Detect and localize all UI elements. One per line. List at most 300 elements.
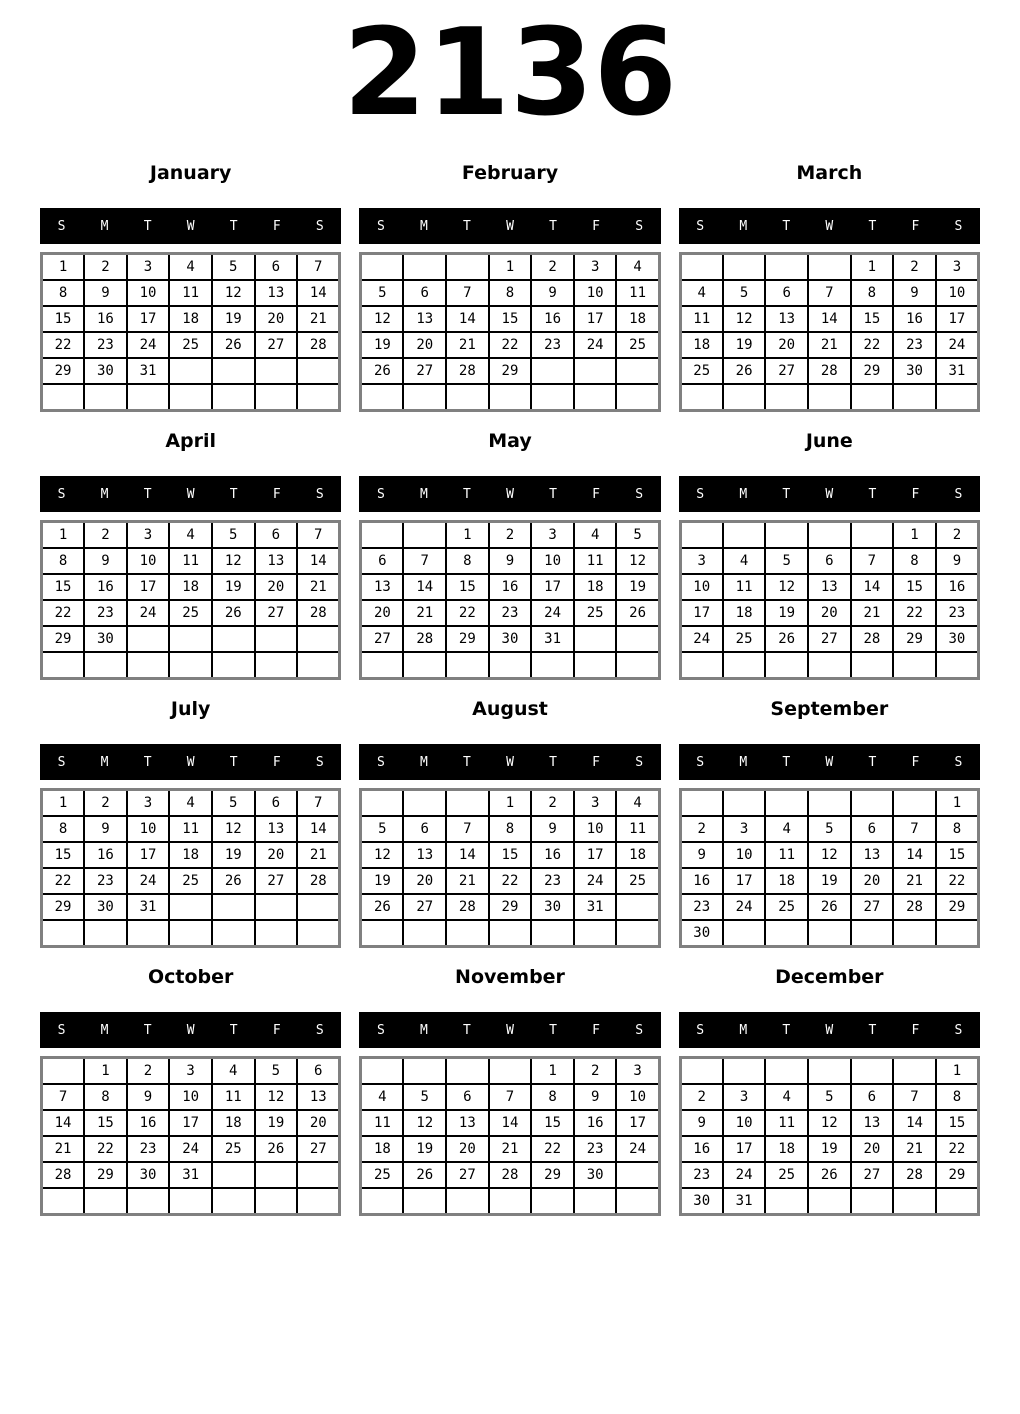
- weekday-label: T: [782, 486, 791, 502]
- weekday-label: F: [592, 218, 600, 234]
- day-cell: 8: [936, 816, 979, 842]
- day-cell: 25: [574, 600, 617, 626]
- empty-day-cell: [84, 1188, 127, 1215]
- empty-day-cell: [893, 1058, 936, 1085]
- empty-day-cell: [723, 1058, 766, 1085]
- day-cell: 21: [893, 1136, 936, 1162]
- empty-day-cell: [574, 626, 617, 652]
- empty-day-cell: [765, 384, 808, 411]
- empty-day-cell: [765, 1058, 808, 1085]
- empty-day-cell: [680, 652, 723, 679]
- day-cell: 17: [680, 600, 723, 626]
- empty-day-cell: [616, 626, 659, 652]
- empty-day-cell: [446, 1058, 489, 1085]
- week-row: [680, 254, 978, 281]
- day-cell: 24: [127, 868, 170, 894]
- day-cell: 26: [808, 1162, 851, 1188]
- empty-day-cell: [723, 920, 766, 947]
- weekday-label: W: [186, 754, 195, 770]
- weekday-label: S: [635, 1022, 644, 1038]
- day-cell: 20: [765, 332, 808, 358]
- weekday-label: F: [911, 754, 920, 770]
- day-cell: 18: [765, 868, 808, 894]
- weekday-label: F: [272, 486, 281, 502]
- day-cell: 11: [723, 574, 766, 600]
- week-row: [680, 1084, 978, 1110]
- weekday-label: M: [100, 486, 109, 502]
- day-cell: 26: [255, 1136, 298, 1162]
- empty-day-cell: [255, 652, 298, 679]
- weekday-label: S: [57, 1022, 66, 1038]
- day-cell: 3: [936, 254, 979, 281]
- empty-day-cell: [446, 790, 489, 817]
- week-row: [42, 306, 340, 332]
- empty-day-cell: [212, 358, 255, 384]
- empty-day-cell: [574, 1188, 617, 1215]
- weekday-label: F: [592, 1022, 600, 1038]
- day-cell: 28: [403, 626, 446, 652]
- day-cell: 4: [212, 1058, 255, 1085]
- day-cell: 31: [723, 1188, 766, 1215]
- day-cell: 23: [531, 332, 574, 358]
- day-cell: 10: [531, 548, 574, 574]
- week-row: [680, 522, 978, 549]
- day-cell: 13: [361, 574, 404, 600]
- empty-day-cell: [765, 522, 808, 549]
- week-row: [361, 894, 659, 920]
- date-grid: [359, 520, 660, 680]
- month-november: [359, 964, 660, 1216]
- day-cell: 11: [680, 306, 723, 332]
- day-cell: 9: [936, 548, 979, 574]
- day-cell: 9: [84, 816, 127, 842]
- day-cell: 9: [531, 280, 574, 306]
- week-row: [361, 522, 659, 549]
- weekday-label: M: [739, 754, 748, 770]
- week-row: [361, 332, 659, 358]
- empty-day-cell: [169, 1188, 212, 1215]
- day-cell: 16: [574, 1110, 617, 1136]
- day-cell: 13: [255, 816, 298, 842]
- day-cell: 11: [169, 816, 212, 842]
- week-row: [680, 920, 978, 947]
- day-cell: 16: [127, 1110, 170, 1136]
- day-cell: 2: [680, 816, 723, 842]
- day-cell: 2: [127, 1058, 170, 1085]
- empty-day-cell: [84, 920, 127, 947]
- empty-day-cell: [212, 652, 255, 679]
- empty-day-cell: [489, 1058, 532, 1085]
- week-row: [42, 384, 340, 411]
- empty-day-cell: [616, 384, 659, 411]
- weekday-label: T: [549, 754, 557, 770]
- week-row: [42, 548, 340, 574]
- day-cell: 27: [255, 332, 298, 358]
- day-cell: 19: [361, 332, 404, 358]
- empty-day-cell: [255, 626, 298, 652]
- weekday-header-row: [679, 1012, 980, 1048]
- day-cell: 7: [893, 1084, 936, 1110]
- day-cell: 25: [616, 868, 659, 894]
- day-cell: 3: [680, 548, 723, 574]
- weekday-label: T: [549, 218, 557, 234]
- month-may: [359, 428, 660, 680]
- empty-day-cell: [489, 1188, 532, 1215]
- day-cell: 5: [808, 816, 851, 842]
- day-cell: 20: [297, 1110, 340, 1136]
- day-cell: 2: [574, 1058, 617, 1085]
- day-cell: 8: [489, 280, 532, 306]
- day-cell: 13: [808, 574, 851, 600]
- empty-day-cell: [765, 1188, 808, 1215]
- day-cell: 24: [531, 600, 574, 626]
- day-cell: 17: [723, 1136, 766, 1162]
- date-grid: [359, 788, 660, 948]
- day-cell: 17: [531, 574, 574, 600]
- day-cell: 17: [169, 1110, 212, 1136]
- week-row: [680, 600, 978, 626]
- day-cell: 19: [361, 868, 404, 894]
- weekday-label: S: [635, 218, 644, 234]
- week-row: [42, 1162, 340, 1188]
- weekday-label: S: [376, 1022, 385, 1038]
- empty-day-cell: [403, 920, 446, 947]
- day-cell: 14: [446, 306, 489, 332]
- day-cell: 18: [169, 574, 212, 600]
- day-cell: 6: [255, 254, 298, 281]
- empty-day-cell: [489, 652, 532, 679]
- empty-day-cell: [403, 790, 446, 817]
- week-row: [42, 894, 340, 920]
- day-cell: 22: [851, 332, 894, 358]
- empty-day-cell: [531, 1188, 574, 1215]
- day-cell: 29: [936, 1162, 979, 1188]
- week-row: [361, 868, 659, 894]
- weekday-label: W: [825, 1022, 834, 1038]
- day-cell: 1: [446, 522, 489, 549]
- week-row: [42, 790, 340, 817]
- empty-day-cell: [169, 920, 212, 947]
- day-cell: 6: [255, 790, 298, 817]
- weekday-label: T: [868, 754, 877, 770]
- day-cell: 1: [936, 790, 979, 817]
- day-cell: 18: [616, 306, 659, 332]
- empty-day-cell: [723, 254, 766, 281]
- empty-day-cell: [212, 626, 255, 652]
- day-cell: 27: [361, 626, 404, 652]
- weekday-label: S: [315, 1022, 324, 1038]
- day-cell: 14: [808, 306, 851, 332]
- week-row: [42, 600, 340, 626]
- day-cell: 23: [531, 868, 574, 894]
- day-cell: 17: [574, 306, 617, 332]
- weekday-label: F: [272, 754, 281, 770]
- weekday-label: S: [57, 486, 66, 502]
- weekday-label: S: [315, 218, 324, 234]
- day-cell: 1: [42, 790, 85, 817]
- empty-day-cell: [616, 920, 659, 947]
- empty-day-cell: [723, 790, 766, 817]
- weekday-label: M: [419, 754, 428, 770]
- day-cell: 9: [489, 548, 532, 574]
- week-row: [361, 790, 659, 817]
- weekday-label: F: [592, 486, 600, 502]
- day-cell: 3: [169, 1058, 212, 1085]
- day-cell: 5: [361, 280, 404, 306]
- day-cell: 4: [680, 280, 723, 306]
- day-cell: 10: [616, 1084, 659, 1110]
- empty-day-cell: [255, 920, 298, 947]
- day-cell: 12: [212, 548, 255, 574]
- weekday-label: W: [186, 218, 195, 234]
- day-cell: 1: [936, 1058, 979, 1085]
- day-cell: 21: [297, 306, 340, 332]
- day-cell: 16: [84, 574, 127, 600]
- day-cell: 6: [361, 548, 404, 574]
- day-cell: 12: [808, 842, 851, 868]
- day-cell: 6: [808, 548, 851, 574]
- month-july: [40, 696, 341, 948]
- day-cell: 30: [489, 626, 532, 652]
- empty-day-cell: [808, 652, 851, 679]
- day-cell: 17: [127, 842, 170, 868]
- weekday-label: S: [696, 218, 705, 234]
- weekday-label: M: [739, 218, 748, 234]
- empty-day-cell: [212, 1162, 255, 1188]
- day-cell: 22: [893, 600, 936, 626]
- day-cell: 11: [765, 1110, 808, 1136]
- day-cell: 27: [765, 358, 808, 384]
- day-cell: 24: [127, 332, 170, 358]
- day-cell: 18: [212, 1110, 255, 1136]
- day-cell: 12: [212, 280, 255, 306]
- day-cell: 2: [489, 522, 532, 549]
- empty-day-cell: [169, 894, 212, 920]
- empty-day-cell: [531, 384, 574, 411]
- weekday-header-row: [40, 208, 341, 244]
- empty-day-cell: [680, 522, 723, 549]
- date-grid: [359, 1056, 660, 1216]
- date-grid: [679, 1056, 980, 1216]
- empty-day-cell: [765, 254, 808, 281]
- week-row: [680, 384, 978, 411]
- day-cell: 21: [446, 332, 489, 358]
- week-row: [361, 548, 659, 574]
- day-cell: 6: [765, 280, 808, 306]
- week-row: [680, 358, 978, 384]
- day-cell: 20: [255, 842, 298, 868]
- day-cell: 14: [297, 280, 340, 306]
- day-cell: 21: [403, 600, 446, 626]
- date-grid: [359, 252, 660, 412]
- day-cell: 25: [361, 1162, 404, 1188]
- empty-day-cell: [723, 652, 766, 679]
- empty-day-cell: [680, 254, 723, 281]
- day-cell: 21: [851, 600, 894, 626]
- day-cell: 6: [403, 280, 446, 306]
- date-grid: [40, 520, 341, 680]
- day-cell: 18: [723, 600, 766, 626]
- day-cell: 20: [361, 600, 404, 626]
- week-row: [42, 652, 340, 679]
- date-grid: [679, 252, 980, 412]
- day-cell: 20: [255, 306, 298, 332]
- empty-day-cell: [808, 384, 851, 411]
- day-cell: 5: [212, 522, 255, 549]
- weekday-label: W: [825, 218, 834, 234]
- day-cell: 30: [680, 1188, 723, 1215]
- day-cell: 1: [531, 1058, 574, 1085]
- day-cell: 30: [680, 920, 723, 947]
- day-cell: 2: [84, 790, 127, 817]
- day-cell: 12: [616, 548, 659, 574]
- month-april: [40, 428, 341, 680]
- day-cell: 18: [765, 1136, 808, 1162]
- month-title: January: [149, 162, 232, 184]
- empty-day-cell: [255, 358, 298, 384]
- day-cell: 8: [42, 280, 85, 306]
- day-cell: 6: [297, 1058, 340, 1085]
- week-row: [680, 626, 978, 652]
- day-cell: 20: [851, 868, 894, 894]
- empty-day-cell: [361, 1188, 404, 1215]
- day-cell: 27: [851, 1162, 894, 1188]
- week-row: [680, 842, 978, 868]
- week-row: [680, 1188, 978, 1215]
- day-cell: 12: [808, 1110, 851, 1136]
- day-cell: 23: [936, 600, 979, 626]
- weekday-label: T: [229, 218, 238, 234]
- empty-day-cell: [127, 920, 170, 947]
- empty-day-cell: [808, 790, 851, 817]
- week-row: [680, 790, 978, 817]
- weekday-label: T: [782, 754, 791, 770]
- weekday-label: W: [825, 486, 834, 502]
- day-cell: 27: [403, 358, 446, 384]
- day-cell: 19: [616, 574, 659, 600]
- day-cell: 29: [489, 358, 532, 384]
- week-row: [42, 358, 340, 384]
- empty-day-cell: [42, 1058, 85, 1085]
- week-row: [361, 280, 659, 306]
- empty-day-cell: [297, 1162, 340, 1188]
- day-cell: 9: [893, 280, 936, 306]
- day-cell: 24: [936, 332, 979, 358]
- week-row: [361, 1188, 659, 1215]
- day-cell: 7: [42, 1084, 85, 1110]
- day-cell: 7: [851, 548, 894, 574]
- day-cell: 2: [84, 254, 127, 281]
- day-cell: 25: [723, 626, 766, 652]
- day-cell: 25: [765, 894, 808, 920]
- day-cell: 5: [212, 254, 255, 281]
- month-december: [679, 964, 980, 1216]
- empty-day-cell: [361, 1058, 404, 1085]
- empty-day-cell: [531, 920, 574, 947]
- day-cell: 28: [489, 1162, 532, 1188]
- day-cell: 30: [84, 894, 127, 920]
- empty-day-cell: [808, 1058, 851, 1085]
- week-row: [361, 920, 659, 947]
- day-cell: 17: [127, 306, 170, 332]
- day-cell: 8: [84, 1084, 127, 1110]
- weekday-label: T: [868, 486, 877, 502]
- week-row: [680, 894, 978, 920]
- day-cell: 11: [574, 548, 617, 574]
- day-cell: 8: [42, 548, 85, 574]
- weekday-label: T: [868, 1022, 877, 1038]
- day-cell: 2: [936, 522, 979, 549]
- week-row: [680, 280, 978, 306]
- day-cell: 21: [489, 1136, 532, 1162]
- empty-day-cell: [616, 652, 659, 679]
- day-cell: 16: [936, 574, 979, 600]
- empty-day-cell: [403, 1188, 446, 1215]
- day-cell: 20: [255, 574, 298, 600]
- day-cell: 2: [531, 254, 574, 281]
- month-october: [40, 964, 341, 1216]
- month-title: August: [472, 698, 548, 720]
- day-cell: 5: [361, 816, 404, 842]
- day-cell: 15: [489, 306, 532, 332]
- day-cell: 29: [42, 894, 85, 920]
- weekday-label: M: [100, 218, 109, 234]
- weekday-label: T: [229, 754, 238, 770]
- day-cell: 16: [84, 306, 127, 332]
- day-cell: 7: [297, 790, 340, 817]
- day-cell: 9: [680, 1110, 723, 1136]
- week-row: [680, 548, 978, 574]
- week-row: [361, 1136, 659, 1162]
- day-cell: 28: [851, 626, 894, 652]
- weekday-label: T: [463, 486, 471, 502]
- day-cell: 4: [169, 790, 212, 817]
- day-cell: 11: [616, 816, 659, 842]
- weekday-header-row: [40, 1012, 341, 1048]
- day-cell: 3: [574, 254, 617, 281]
- weekday-label: T: [143, 754, 152, 770]
- month-september: [679, 696, 980, 948]
- day-cell: 13: [297, 1084, 340, 1110]
- day-cell: 22: [42, 600, 85, 626]
- day-cell: 19: [212, 306, 255, 332]
- day-cell: 8: [531, 1084, 574, 1110]
- day-cell: 16: [489, 574, 532, 600]
- day-cell: 14: [42, 1110, 85, 1136]
- weekday-label: S: [696, 1022, 705, 1038]
- day-cell: 7: [808, 280, 851, 306]
- empty-day-cell: [893, 1188, 936, 1215]
- day-cell: 11: [212, 1084, 255, 1110]
- day-cell: 13: [851, 1110, 894, 1136]
- empty-day-cell: [84, 652, 127, 679]
- day-cell: 29: [446, 626, 489, 652]
- day-cell: 24: [574, 332, 617, 358]
- day-cell: 26: [808, 894, 851, 920]
- day-cell: 17: [936, 306, 979, 332]
- day-cell: 24: [169, 1136, 212, 1162]
- week-row: [361, 626, 659, 652]
- day-cell: 12: [255, 1084, 298, 1110]
- empty-day-cell: [851, 652, 894, 679]
- week-row: [42, 522, 340, 549]
- weekday-label: S: [635, 486, 644, 502]
- week-row: [42, 626, 340, 652]
- weekday-label: S: [315, 486, 324, 502]
- weekday-label: S: [376, 754, 385, 770]
- day-cell: 1: [489, 254, 532, 281]
- day-cell: 1: [42, 522, 85, 549]
